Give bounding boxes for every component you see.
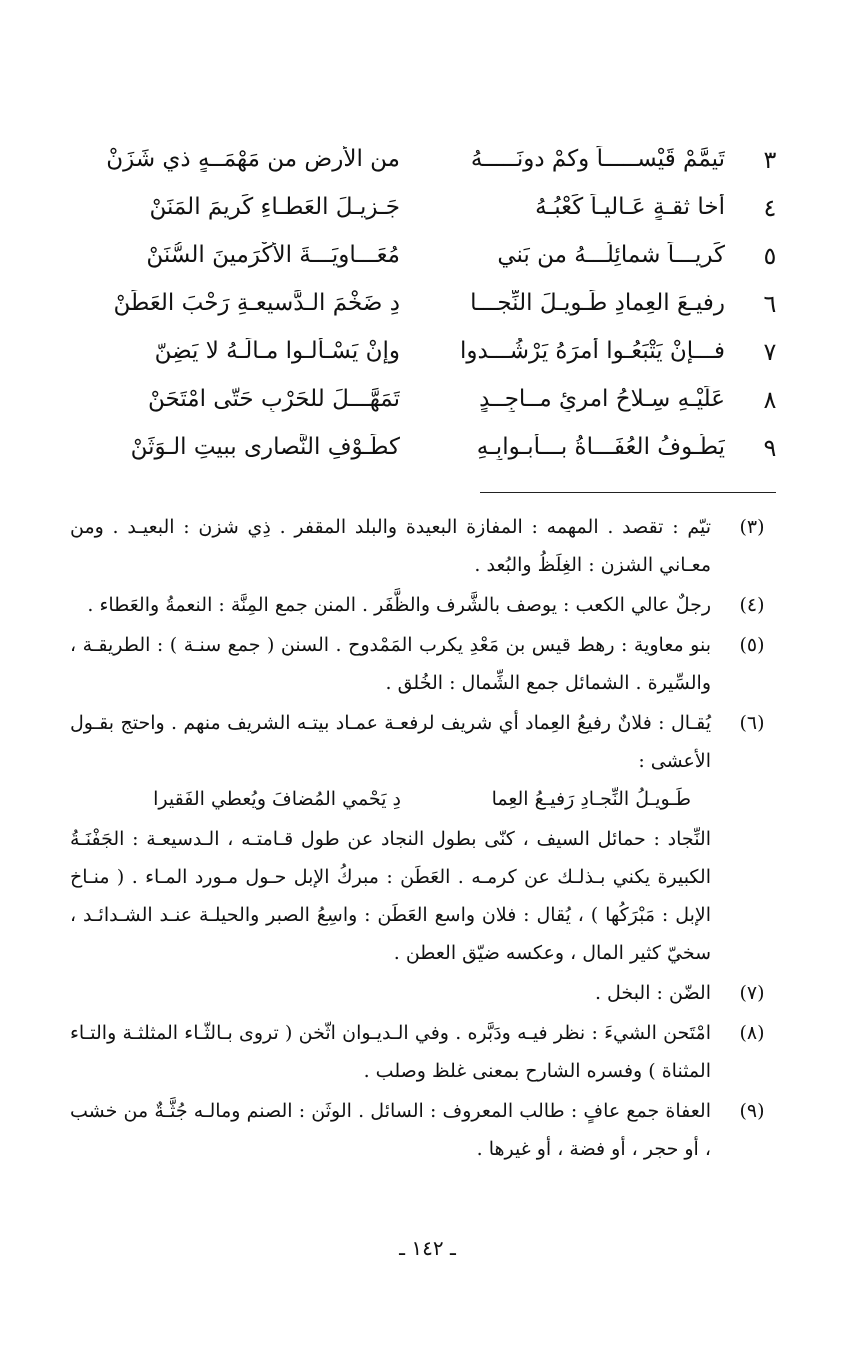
footnote-number: (٨) — [739, 1022, 765, 1044]
verse-number: ٨ — [763, 386, 777, 414]
footnote-number: (٤) — [739, 594, 765, 616]
footnote-text: العفاة جمع عافٍ : طالب المعروف : السائل . الوثَن : الصنم ومالـه جُثَّـةٌ من خشب ، أو حجر ، أو فضة ، أو غيرها . — [70, 1100, 711, 1160]
verse-first-hemistich: يَطُـوفُ العُفَـــاةُ بـــأبـوابِـهِ — [476, 434, 725, 460]
footnote-number: (٣) — [739, 516, 765, 538]
footnote-number: (٦) — [739, 712, 765, 734]
verse-line — [70, 284, 785, 332]
verse-number: ٥ — [763, 242, 777, 270]
footnote-separator — [480, 492, 776, 493]
verse-first-hemistich: أخا ثقـةٍ عَـاليـاً كَعْبُـهُ — [535, 194, 725, 220]
verse-second-hemistich: جَـزيـلَ العَطـاءِ كَريمَ المَنَنْ — [149, 194, 400, 220]
page-number: ـ ١٤٢ ـ — [399, 1236, 456, 1260]
quoted-verse-second: دِ يَحْمي المُضافَ ويُعطي الفَقيرا — [153, 788, 401, 810]
footnote — [70, 626, 777, 702]
verse-second-hemistich: تَمَهَّـــلَ للحَرْبِ حَتّى امْتَحَنْ — [147, 386, 400, 412]
footnote — [70, 1014, 777, 1090]
verse-line — [70, 188, 785, 236]
verse-number: ٩ — [763, 434, 777, 462]
quoted-verse-first: طَـويـلُ النِّجـادِ رَفيـعُ العِما — [491, 788, 691, 810]
footnote — [70, 974, 777, 1012]
footnote-text: رجلٌ عالي الكعب : يوصف بالشَّرف والظَّفَر . المنن جمع المِنَّة : النعمةُ والعَطاء . — [87, 594, 711, 616]
verse-second-hemistich: كطَـوْفِ النَّصارى ببيتِ الـوَثَنْ — [130, 434, 400, 460]
verse-line — [70, 332, 785, 380]
verse-line — [70, 140, 785, 188]
verse-first-hemistich: رفيـعَ العِمادِ طَـويـلَ النِّجـــا — [470, 290, 725, 316]
footnote — [70, 586, 777, 624]
footnote-number: (٩) — [739, 1100, 765, 1122]
verse-number: ٧ — [763, 338, 777, 366]
footnote-text: بنو معاوية : رهط قيس بن مَعْدِ يكرب المَمْدوح . السنن ( جمع سنـة ) : الطريقـة ، والسِّيرة . الشمائل جمع الشِّمال : الخُلق . — [70, 634, 711, 694]
footnote-text: امْتَحن الشيءَ : نظر فيـه ودَبَّره . وفي الـديـوان اثّخن ( تروى بـالثّـاء المثلثـة والتـاء المثناة ) وفسره الشارح بمعنى غلظ وصلب . — [70, 1022, 711, 1082]
verse-first-hemistich: عَلَيْـهِ سِـلاحُ امرئٍ مــاجِــدٍ — [479, 386, 725, 412]
verse-second-hemistich: وإنْ يَسْـأَلـوا مـالَـهُ لا يَضِنّ — [154, 338, 400, 364]
verse-line — [70, 428, 785, 476]
verse-first-hemistich: فـــإنْ يَتْبَعُـوا أمرَهُ يَرْشُـــدوا — [459, 338, 725, 364]
footnote — [70, 1092, 777, 1168]
footnote-continuation: النِّجاد : حمائل السيف ، كنّى بطول النجاد عن طول قـامتـه ، الـدسيعـة : الجَفْنَـةُ الكبيرة يكني بـذلـك عن كرمـه . العَطَن : مبركُ الإبل حـول مـورد المـاء . ( منـاخ الإبل : مَبْرَكُها ) ، يُقال : فلان واسع العَطَن : واسِعُ الصبر والحيلـة عنـد الشـدائـد ، سخيّ كثير المال ، وعكسه ضيّق العطن . — [70, 828, 711, 964]
footnote — [70, 704, 777, 972]
footnote-text: الضّن : البخل . — [594, 982, 711, 1004]
verse-number: ٣ — [763, 146, 777, 174]
quoted-verse — [70, 780, 711, 820]
footnote-text: تيّم : تقصد . المهمه : المفازة البعيدة والبلد المقفر . ذِي شزن : البعيـد . ومن معـاني الشزن : الغِلَظُ والبُعد . — [70, 516, 711, 576]
verse-number: ٦ — [763, 290, 777, 318]
footnote-number: (٥) — [739, 634, 765, 656]
verse-first-hemistich: تَيمَّمْ قَيْســـــاً وكمْ دونَـــــهُ — [470, 146, 725, 172]
verse-second-hemistich: دِ ضَخْمَ الـدَّسيعـةِ رَحْبَ العَطَنْ — [113, 290, 400, 316]
footnote-number: (٧) — [739, 982, 765, 1004]
verse-first-hemistich: كَريـــاً شمائِلُـــهُ من بَني — [497, 242, 725, 268]
footnotes — [70, 508, 777, 1170]
footnote — [70, 508, 777, 584]
footnote-text: يُقـال : فلانٌ رفيعُ العِماد أي شريف لرفعـة عمـاد بيتـه الشريف منهم . واحتج بقـول الأعشى : — [70, 712, 711, 772]
verse-line — [70, 380, 785, 428]
verse-second-hemistich: مُعَـــاويَـــةَ الأكْرَمينَ السُّنَنْ — [146, 242, 400, 268]
verse-second-hemistich: من الأرضِ من مَهْمَــهٍ ذي شَزَنْ — [106, 146, 400, 172]
verse-line — [70, 236, 785, 284]
poem — [70, 140, 785, 476]
verse-number: ٤ — [763, 194, 777, 222]
